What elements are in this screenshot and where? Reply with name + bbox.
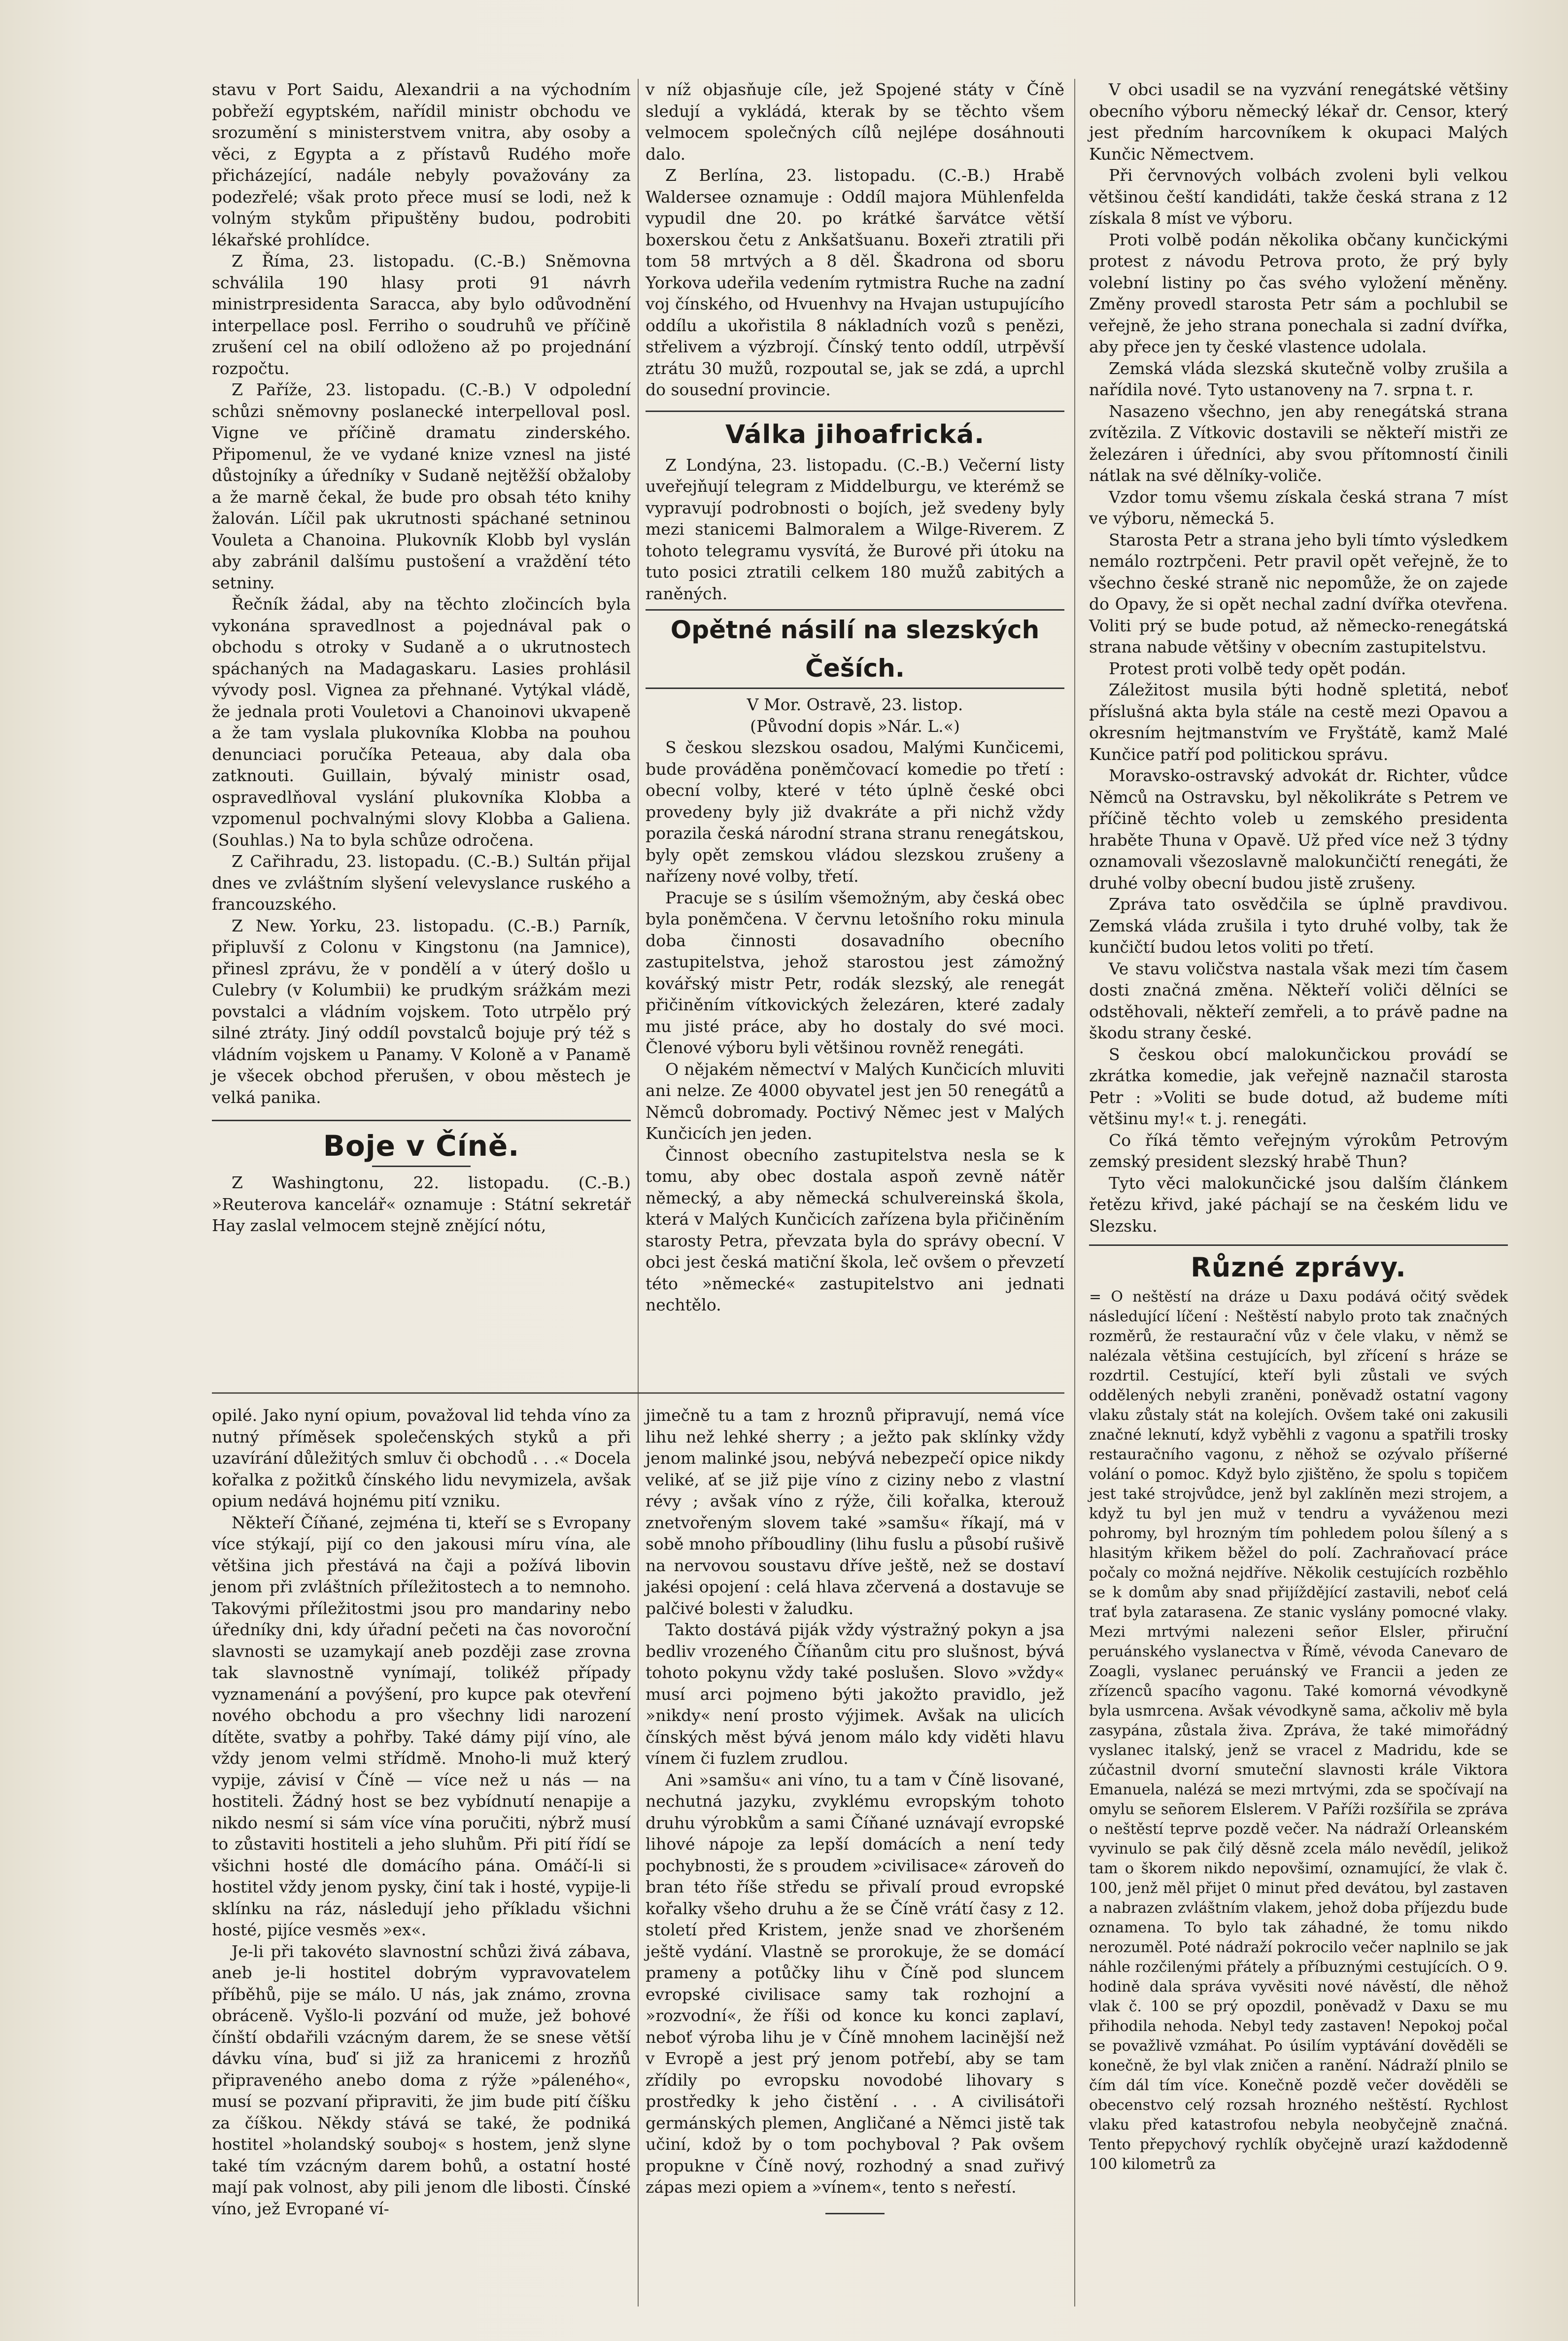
paragraph: Protest proti volbě tedy opět podán. [1109, 658, 1406, 678]
paragraph: Z Paříže, 23. listopadu. (C.-B.) V odpolední schůzi sněmovny poslanecké interpelloval posl. Vigne ve příčině dramatu zinderského. Připomenul, že ve vydané knize vznesl na jisté důstojníky a úředníky v Sudaně nejtěžší obžaloby a že marně čekal, že bude pro obsah této knihy žalován. Líčil pak ukrutnosti spáchané setninou Vouleta a Chanoina. Plukovník Klobb byl vyslán aby zabránil dalšímu pustošení a vraždění této setniny. [212, 380, 631, 592]
paragraph: Zpráva tato osvědčila se úplně pravdivou. Zemská vláda zrušila i tyto druhé volby, tak že kunčičtí budou letos voliti po třetí. [1089, 895, 1508, 957]
paragraph: Proti volbě podán několika občany kunčickými protest z návodu Petrova proto, že prý byly volební listiny po čas svého vyložení měněny. Změny provedl starosta Petr sám a pochlubil se veřejně, že jeho strana ponechala si zadní dvířka, aby přece jen ty české vlastence udolala. [1089, 230, 1508, 356]
paragraph: v níž objasňuje cíle, jež Spojené státy v Číně sledují a vykládá, kterak by se těchto všem velmocem společných cílů nejlépe dosáhnouti dalo. [646, 80, 1064, 164]
section-divider [212, 1120, 631, 1121]
paragraph: stavu v Port Saidu, Alexandrii a na východním pobřeží egyptském, nařídil ministr obchodu ve srozumění s ministerstvem vnitra, aby osoby a věci, z Egypta a z přístavů Rudého moře přicházející, nadále nebyly považovány za podezřelé; však proto přece musí se lodi, než k volným stykům připuštěny budou, podrobiti lékařské prohlídce. [212, 80, 631, 249]
column-2 [646, 79, 1064, 1316]
news-paragraph: = O neštěstí na dráze u Daxu podává očitý svědek následující líčení : Neštěstí nabylo proto tak značných rozměrů, že restaurační vůz v čele vlaku, v němž se nalézala většina cestujících, byl zřícení s hráze se rozdrtil. Cestující, kteří byli zůstali ve svých oddělených nebyli zraněni, poněvadž ostatní vagony vlaku zůstaly stát na kolejích. Ovšem také oni zakusili značné leknutí, když vyběhli z vagonu a spatřili trosky restauračního vagonu, z něhož se ozývalo příšerné volání o pomoc. Když bylo zjištěno, že spolu s topičem jest také strojvůdce, jenž byl zaklíněn mezi strojem, a když tu byl jen muž v tendru a vyváženou mezi pohromy, byl hrozným tím pohledem polou šílený a s hlasitým křikem běžel do polí. Zachraňovací práce počaly co možná nejdříve. Několik cestujících rozběhlo se k domům aby snad přijíždějící zastavili, neboť celá trať byla zatarasena. Ze stanic vyslány pomocné vlaky. Mezi mrtvými nalezeni señor Elsler, přiruční peruánského vyslanectva v Římě, vévoda Canevaro de Zoagli, vyslanec peruánský ve Francii a jeden ze zřízenců spacího vagonu. Také komorná vévodkyně byla usmrcena. Avšak vévodkyně sama, ačkoliv mě byla zasypána, zůstala živa. Zpráva, že také mimořádný vyslanec italský, jenž se vracel z Madridu, kde se zúčastnil dvorní smuteční slavnosti krále Viktora Emanuela, nalézá se mezi mrtvými, zda se spočívají na omylu se señorem Elslerem. V Paříži rozšířila se zpráva o neštěstí teprve pozdě večer. Na nádraží Orleanském vyvinulo se pak čilý děsně zcela málo nevědíl, jelikož tam o škorem nikdo nepovšimí, oznamující, že vlak č. 100, jenž měl přijet 0 minut před devátou, byl zastaven a nabrazen zvláštním vlakem, jehož doba příjezdu bude oznamena. To bylo tak záhadné, že tomu nikdo nerozuměl. Poté nádraží pokrocilo večer naplnilo se jak náhle rozčilenými přátely a příbuznými cestujících. O 9. hodině dala správa vyvěsiti nové návěstí, dle něhož vlak č. 100 se prý opozdil, poněvadž v Daxu se mu přihodila nehoda. Nebyl tedy zastaven! Nepokoj počal se považlivě vzmáhat. Po úsilím vyptávání dověděli se konečně, že byl vlak zničen a ranění. Nádraží plnilo se čím dál tím více. Konečně pozdě večer dověděli se obecenstvo celý rozsah hrozného neštěstí. Rychlost vlaku před katastrofou nebyla neobyčejně značná. Tento přepychový rychlík obyčejně urazí každodenně 100 kilometrů za [1089, 1288, 1508, 2173]
section-divider [646, 411, 1064, 412]
paragraph: Z Cařihradu, 23. listopadu. (C.-B.) Sultán přijal dnes ve zvláštním slyšení velevyslance ruského a francouzského. [212, 852, 631, 914]
section-heading: Opětné násilí na slezských Češích. [670, 616, 1040, 683]
column-3 [1089, 79, 1508, 2174]
section-heading: Boje v Číně. [323, 1129, 520, 1163]
paragraph: Vzdor tomu všemu získala česká strana 7 míst ve výboru, německá 5. [1089, 487, 1508, 528]
paragraph: Tyto věci malokunčické jsou dalším článkem řetězu křivd, jaké páchají se na českém lidu ve Slezsku. [1089, 1173, 1508, 1236]
source-note: (Původní dopis »Nár. L.«) [750, 716, 960, 736]
paragraph: Co říká těmto veřejným výrokům Petrovým zemský president slezský hrabě Thun? [1089, 1130, 1508, 1171]
column-1-bottom [212, 1405, 631, 2219]
paragraph: O nějakém němectví v Malých Kunčicích mluviti ani nelze. Ze 4000 obyvatel jest jen 50 renegátů a Němců dobromady. Poctivý Němec jest v Malých Kunčicích jen jeden. [646, 1059, 1064, 1143]
paragraph: Z Londýna, 23. listopadu. (C.-B.) Večerní listy uveřejňují telegram z Middelburgu, ve kterémž se vypravují podrobnosti o bojích, jež svedeny byly mezi stanicemi Balmoralem a Wilge-Riverem. Z tohoto telegramu vysvítá, že Burové při útoku na tuto posici ztratili celkem 180 mužů zabitých a raněných. [646, 455, 1064, 603]
paragraph: Z New. Yorku, 23. listopadu. (C.-B.) Parník, připluvší z Colonu v Kingstonu (na Jamnice), přinesl zprávu, že v pondělí a v úterý došlo u Culebry (v Kolumbii) ke prudkým srážkám mezi povstalci a vládním vojskem. Toto utrpělo prý silné ztráty. Jiný oddíl povstalců bojuje prý též s vládním vojskem u Panamy. V Koloně a v Panamě je všecek obchod přerušen, v obou městech je velká panika. [212, 916, 631, 1107]
paragraph: Činnost obecního zastupitelstva nesla se k tomu, aby obec dostala aspoň zevně nátěr německý, a aby německá schulvereinská škola, která v Malých Kunčicích zařízena byla přičiněním starosty Petra, převzata byla do správy obecní. V obci jest česká matiční škola, leč ovšem o převzetí této »německé« zastupitelstvo ani jednati nechtělo. [646, 1145, 1064, 1314]
paragraph: Z Washingtonu, 22. listopadu. (C.-B.) »Reuterova kancelář« oznamuje : Státní sekretář Hay zaslal velmocem stejně znějící nótu, [212, 1173, 631, 1235]
paragraph: Takto dostává piják vždy výstražný pokyn a jsa bedliv vrozeného Číňanům citu pro slušnost, bývá tohoto pokynu vždy také poslušen. Slovo »vždy« musí arci pojmeno býti jakožto pravidlo, jež »nikdy« není prosto výjimek. Avšak na ulicích čínských měst bývá jenom málo kdy viděti hlavu vínem či fuzlem zrudlou. [646, 1620, 1064, 1768]
section-heading-box [646, 609, 1064, 689]
paragraph: Z Berlína, 23. listopadu. (C.-B.) Hrabě Waldersee oznamuje : Oddíl majora Mühlenfelda vypudil dne 20. po krátké šarvátce větší boxerskou četu z Ankšatšuanu. Boxeři ztratili při tom 58 mrtvých a 8 děl. Škadrona od sboru Yorkova udeřila vedením rytmistra Ruche na zadní voj čínského, od Hvuenhvy na Hvajan ustupujícího oddílu a ukořistila 8 nákladních vozů s penězi, střelivem a výzbrojí. Čínský tento oddíl, utrpěvší ztrátu 30 mužů, rozpoutal se, jak se zdá, a uprchl do sousední provincie. [646, 166, 1064, 399]
paragraph: opilé. Jako nyní opium, považoval lid tehda víno za nutný příměsek společenských styků a při uzavírání důležitých smluv či obchodů . . .« Docela kořalka z požitků čínského lidu nevymizela, avšak opium nedává hojnému pití vzniku. [212, 1406, 631, 1511]
paragraph: Záležitost musila býti hodně spletitá, neboť příslušná akta byla stále na cestě mezi Opavou a okresním hejtmanstvím ve Fryštátě, kamž Malé Kunčice patří pod politickou správu. [1089, 680, 1508, 764]
paragraph: Ani »samšu« ani víno, tu a tam v Číně lisované, nechutná jazyku, zvyklému evropským tohoto druhu výrobkům a sami Číňané uznávají evropské lihové nápoje za lepší domácích a není tedy pochybnosti, že s proudem »civilisace« zároveň do bran této říše středu se přivalí proud evropské kořalky všeho druhu a že se Číně vrátí časy z 12. století před Kristem, jenže snad ve zhoršeném ještě vydání. Vlastně se prorokuje, že se domácí prameny a potůčky lihu v Číně pod sluncem evropské civilisace samy tak rozhojní a »rozvodní«, že říši od konce ku konci zaplaví, neboť výroba lihu je v Číně mnohem lacinější než v Evropě a jest prý jenom potřebí, aby se tam zřídily po evropsku novodobé lihovary s prostředky k jeho čistění . . . A civilisátoři germánských plemen, Angličané a Němci jistě tak učiní, kdož by o tom pochyboval ? Pak ovšem propukne v Číně nový, rozhodný a snad zuřivý zápas mezi opiem a »vínem«, tento s neřestí. [646, 1770, 1064, 2197]
section-divider [1089, 1244, 1508, 1246]
dateline: V Mor. Ostravě, 23. listop. [747, 695, 963, 714]
heading-underline [372, 1166, 471, 1167]
paragraph: Pracuje se s úsilím všemožným, aby česká obec byla poněmčena. V červnu letošního roku minula doba činnosti dosavadního obecního zastupitelstva, jehož starostou jest zámožný kovářský mistr Petr, rodák slezský, ale renegát přičiněním vítkovických železáren, které zadaly mu jisté práce, aby ho dostaly do své moci. Členové výboru byli většinou rovněž renegáti. [646, 888, 1064, 1057]
section-heading: Válka jihoafrická. [725, 419, 985, 449]
paragraph: Z Říma, 23. listopadu. (C.-B.) Sněmovna schválila 190 hlasy proti 91 návrh ministrpresidenta Saracca, aby bylo odůvodnění interpellace posl. Ferriho o soudruhů ve příčině zrušení cel na obilí odloženo až po projednání rozpočtu. [212, 251, 631, 378]
paragraph: Při červnových volbách zvoleni byli velkou většinou čeští kandidáti, takže česká strana z 12 získala 8 míst ve výboru. [1089, 166, 1508, 228]
column-1 [212, 79, 631, 1237]
paragraph: S českou slezskou osadou, Malými Kunčicemi, bude prováděna poněmčovací komedie po třetí : obecní volby, které v této úplně české obci provedeny byly již dvakráte a při nichž vždy porazila česká národní strana stranu renegátskou, byly opět zemskou vládou slezskou zrušeny a nařízeny nové volby, třetí. [646, 738, 1064, 886]
paragraph: Zemská vláda slezská skutečně volby zrušila a nařídila nové. Tyto ustanoveny na 7. srpna t. r. [1089, 358, 1508, 399]
paragraph: Řečník žádal, aby na těchto zločincích byla vykonána spravedlnost a pojednával pak o obchodu s otroky v Sudaně a o ukrutnostech spáchaných na Madagaskaru. Lasies prohlásil vývody posl. Vignea za přehnané. Vytýkal vládě, že jednala proti Vouletovi a Chanoinovi ukvapeně a že tam vyslala plukovníka Klobba na pouhou denunciaci poručíka Peteaua, aby dala oba zatknouti. Guillain, bývalý ministr osad, ospravedlňoval vyslání plukovníka Klobba a vzpomenul pochvalnými slovy Klobba a Galiena. (Souhlas.) Na to byla schůze odročena. [212, 594, 631, 850]
page-content [212, 79, 1513, 2316]
paragraph: Starosta Petr a strana jeho byli tímto výsledkem nemálo roztrpčeni. Petr pravil opět veřejně, že to všechno české straně nic nepomůže, že on zajede do Opavy, že si opět nechal zadní dvířka otevřena. Voliti prý se bude potud, až německo-renegátská strana nabude většiny v obecním zastupitelstvu. [1089, 530, 1508, 656]
paragraph: S českou obcí malokunčickou provádí se zkrátka komedie, jak veřejně naznačil starosta Petr : »Voliti se bude dotud, až budeme míti většinu my!« t. j. renegáti. [1089, 1044, 1508, 1128]
end-rule [825, 2213, 885, 2214]
paragraph: Moravsko-ostravský advokát dr. Richter, vůdce Němců na Ostravsku, byl několikráte s Petrem ve příčině těchto voleb u zemského presidenta hraběte Thuna v Opavě. Už před více než 3 týdny oznamovali všezoslavně malokunčičtí renegáti, že druhé volby obecní budou jistě zrušeny. [1089, 766, 1508, 893]
paragraph: Někteří Číňané, zejména ti, kteří se s Evropany více stýkají, pijí co den jakousi míru vína, ale většina jich přestává na čaji a požívá libovin jenom při zvláštních příležitostech a to nemnoho. Takovými příležitostmi jsou pro mandariny nebo úředníky dni, kdy úřadní pečeti na čas novoroční slavnosti se uzamykají aneb později zase zrovna tak slavnostně vynímají, tolikéž případy vyznamenání a povýšení, pro kupce pak otevření nového obchodu a pro všechny lidi narození dítěte, svatby a pohřby. Také dámy pijí víno, ale vždy jenom velmi střídmě. Mnoho-li muž který vypije, závisí v Číně — více než u nás — na hostiteli. Žádný host se bez vybídnutí nenapije a nikdo nesmí si sám více vína poručiti, nýbrž musí to zůstaviti hostiteli a jeho sluhům. Při pití řídí se všichni hosté dle domácího pána. Omáčí-li si hostitel vždy jenom pysky, činí tak i hosté, vypije-li sklínku na ráz, následují jeho příkladu všichni hosté, pijíce vesměs »ex«. [212, 1513, 631, 1939]
column-rule [638, 79, 639, 2307]
paragraph: Je-li při takovéto slavnostní schůzi živá zábava, aneb je-li hostitel dobrým vypravovatelem příběhů, pije se málo. U nás, jak známo, zrovna obráceně. Vyšlo-li pozvání od muže, jež bohové čínští obdařili vzácným darem, že se snese větší dávku vína, buď si již za hranicemi z hrozňů připraveného anebo doma z rýže »páleného«, musí se pozvaní připraviti, že jim bude pití číšku za číškou. Někdy stává se také, že podniká hostitel »holandský souboj« s hostem, jenž slyne také tím vzácným darem bohů, a ostatní hosté mají pak volnost, aby pili jenom dle libosti. Čínské víno, jež Evropané ví- [212, 1941, 631, 2218]
paragraph: V obci usadil se na vyzvání renegátské většiny obecního výboru německý lékař dr. Censor, který jest předním harcovníkem k okupaci Malých Kunčic Němectvem. [1089, 80, 1508, 164]
paragraph: Ve stavu voličstva nastala však mezi tím časem dosti značná změna. Někteří voliči dělníci se odstěhovali, někteří zemřeli, a to právě padne na škodu strany české. [1089, 959, 1508, 1042]
column-2-bottom [646, 1405, 1064, 2214]
paragraph: Nasazeno všechno, jen aby renegátská strana zvítězila. Z Vítkovic dostavili se někteří mistři ze železáren i úředníci, aby svou přítomností činili nátlak na své dělníky-voliče. [1089, 401, 1508, 485]
column-rule [1074, 79, 1075, 2307]
section-heading: Různé zprávy. [1191, 1252, 1406, 1283]
paragraph: jimečně tu a tam z hroznů připravují, nemá více lihu než lehké sherry ; a ježto pak sklínky vždy jenom malinké jsou, nebývá nebezpečí opice nikdy veliké, ať se již pije víno z ciziny nebo z vlastní révy ; avšak víno z rýže, čili kořalka, kterouž znetvořeným slovem také »samšu« říkají, má v sobě mnoho příboudliny (lihu fuslu a působí rušivě na nervovou soustavu dříve ještě, než se dostaví jakési opojení : celá hlava zčervená a dostavuje se palčivé bolesti v žaludku. [646, 1406, 1064, 1618]
